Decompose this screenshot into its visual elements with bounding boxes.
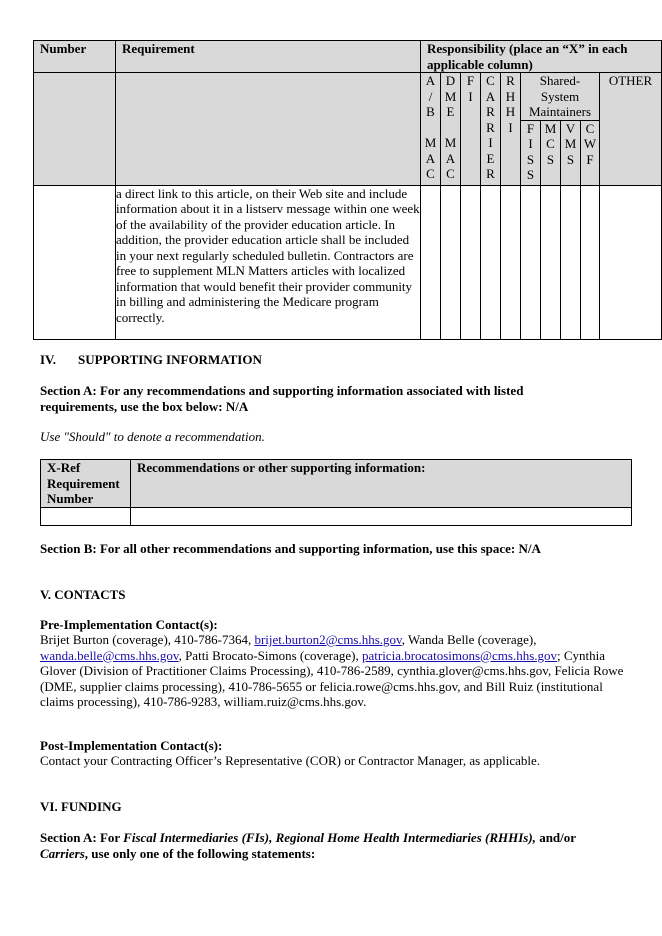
col-fi: F I [461,73,481,186]
xref-header: X-Ref Requirement Number [41,460,131,508]
col-rhhi: R H H I [501,73,521,186]
number-header: Number [34,41,116,73]
row-cell-other [600,185,662,339]
col-ab-mac: A / B M A C [421,73,441,186]
email-link-brocato-simons[interactable]: patricia.brocatosimons@cms.hhs.gov [361,647,558,663]
recommendations-cell [131,508,632,526]
recommendation-note: Use "Should" to denote a recommendation. [40,429,265,444]
col-vms: V M S [561,120,581,185]
row-cell-rhhi [501,185,521,339]
row-requirement-cell: a direct link to this article, on their Web site and include information about it in a listserv message within one week of the availability of the provider education article. In addition, the provider education article shall be included in your next regularly scheduled bulletin. Contractors are free to supplement MLN Matters articles with localized information that would benefit their provider community in billing and administering the Medicare program correctly. [116,185,421,339]
contacts-heading: V. CONTACTS [40,587,126,602]
row-cell-fiss [521,185,541,339]
col-other: OTHER [600,73,662,186]
number-subheader [34,73,116,186]
section-iv-heading: IV. SUPPORTING INFORMATION [40,352,262,367]
pre-implementation-heading: Pre-Implementation Contact(s): [40,617,218,632]
xref-cell [41,508,131,526]
recommendations-header: Recommendations or other supporting information: [131,460,632,508]
row-cell-mcs [541,185,561,339]
recommendations-table [40,459,632,526]
table-row [41,508,632,526]
row-cell-carrier [481,185,501,339]
row-cell-vms [561,185,581,339]
col-cwf: C W F [581,120,600,185]
shared-system-maintainers-header: Shared-System Maintainers [521,73,600,121]
email-link-burton[interactable]: brijet.burton2@cms.hhs.gov [254,632,402,647]
section-iv-b-text: Section B: For all other recommendations and supporting information, use this space: N/A [40,541,541,556]
responsibility-header: Responsibility (place an “X” in each applicable column) [421,41,662,73]
post-implementation-heading: Post-Implementation Contact(s): [40,738,223,753]
section-iv-a-text: Section A: For any recommendations and supporting information associated with listed requirements, use the box below: N/A [40,383,524,414]
row-cell-cwf [581,185,600,339]
requirement-header: Requirement [116,41,421,73]
row-cell-fi [461,185,481,339]
requirements-table [33,40,662,340]
pre-implementation-contacts: Brijet Burton (coverage), 410-786-7364, brijet.burton2@cms.hhs.gov, Wanda Belle (coverage), wanda.belle@cms.hhs.gov, Patti Brocato-Simons (coverage), patricia.brocatosimons@cms.hhs.gov; Cynthia Glover (Division of Practitioner Claims Processing), 410-786-2589, cynthia.glover@cms.hhs.gov, Felicia Rowe (DME, supplier claims processing), 410-786-5655 or felicia.rowe@cms.hhs.gov, and Bill Ruiz (institutional claims processing), 410-786-9283, william.ruiz@cms.hhs.gov. [40,632,624,709]
row-cell-dme-mac [441,185,461,339]
post-implementation-text: Contact your Contracting Officer’s Representative (COR) or Contractor Manager, as applicable. [40,753,541,768]
row-number-cell [34,185,116,339]
email-link-belle[interactable]: wanda.belle@cms.hhs.gov [40,647,179,663]
col-dme-mac: D M E M A C [441,73,461,186]
col-carrier: C A R R I E R [481,73,501,186]
col-mcs: M C S [541,120,561,185]
table-row [34,185,662,339]
funding-section-a: Section A: For Fiscal Intermediaries (FIs), Regional Home Health Intermediaries (RHHIs), and/or Carriers, use only one of the following statements: [40,830,576,861]
funding-heading: VI. FUNDING [40,799,122,814]
col-fiss: F I S S [521,120,541,185]
row-cell-ab-mac [421,185,441,339]
requirement-subheader [116,73,421,186]
